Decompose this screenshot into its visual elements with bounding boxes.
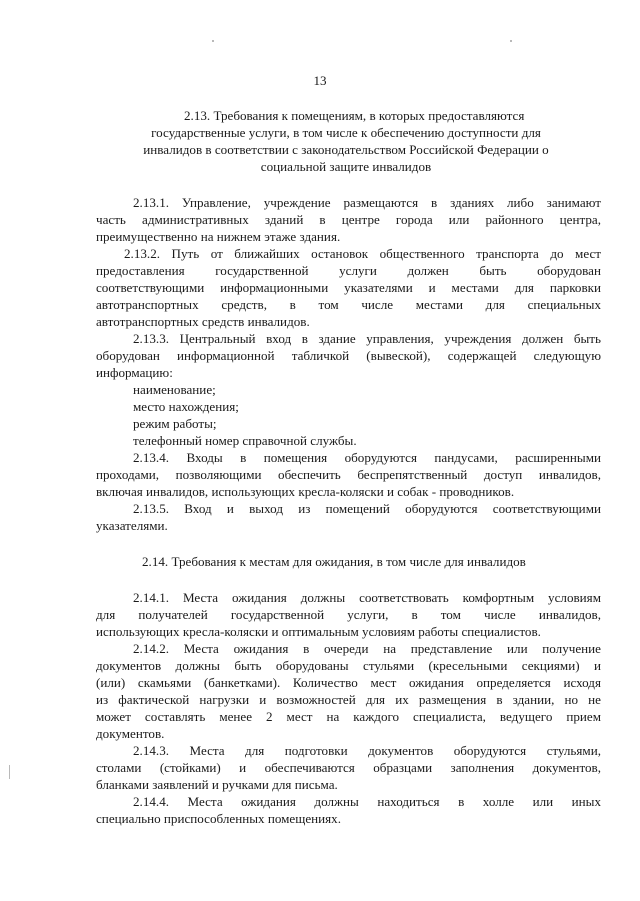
- list-item: наименование;: [133, 382, 216, 397]
- section-heading-2-13-line-1: 2.13. Требования к помещениям, в которых предоставляются: [184, 108, 525, 123]
- list-item: место нахождения;: [133, 399, 239, 414]
- paragraph-2-13-1-line-3: преимущественно на нижнем этаже здания.: [96, 229, 341, 244]
- paragraph-2-13-3-line-1: 2.13.3. Центральный вход в здание управления, учреждения должен быть: [133, 331, 601, 346]
- paragraph-2-14-1-line-3: использующих кресла-коляски и оптимальным условиям работы специалистов.: [96, 624, 541, 639]
- paragraph-2-13-2-line-5: автотранспортных средств инвалидов.: [96, 314, 310, 329]
- paragraph-2-14-2-line-5: может составлять менее 2 мест на каждого специалиста, ведущего прием: [96, 709, 601, 724]
- section-heading-2-13-line-4: социальной защите инвалидов: [260, 159, 432, 174]
- paragraph-2-14-4-line-2: специально приспособленных помещениях.: [96, 811, 341, 826]
- paragraph-2-14-2-line-6: документов.: [96, 726, 165, 741]
- paragraph-2-13-5-line-1: 2.13.5. Вход и выход из помещений оборудуются соответствующими: [133, 501, 601, 516]
- paragraph-2-14-3-line-3: бланками заявлений и ручками для письма.: [96, 777, 338, 792]
- paragraph-2-14-3-line-1: 2.14.3. Места для подготовки документов оборудуются стульями,: [133, 743, 601, 758]
- paragraph-2-13-3-line-3: информацию:: [96, 365, 173, 380]
- paragraph-2-13-1-line-1: 2.13.1. Управление, учреждение размещаются в зданиях либо занимают: [133, 195, 601, 210]
- paragraph-2-13-2-line-3: соответствующими информационными указателями и местами для парковки: [96, 280, 601, 295]
- section-heading-2-13-line-3: инвалидов в соответствии с законодательством Российской Федерации о: [143, 142, 549, 157]
- paragraph-2-13-4-line-2: проходами, позволяющими обеспечить беспрепятственный доступ инвалидов,: [96, 467, 601, 482]
- scan-artifact: [510, 40, 512, 42]
- paragraph-2-14-1-line-1: 2.14.1. Места ожидания должны соответствовать комфортным условиям: [133, 590, 601, 605]
- paragraph-2-14-4-line-1: 2.14.4. Места ожидания должны находиться в холле или иных: [133, 794, 601, 809]
- section-heading-2-13-line-2: государственные услуги, в том числе к обеспечению доступности для: [151, 125, 541, 140]
- paragraph-2-14-1-line-2: для получателей государственной услуги, в том числе инвалидов,: [96, 607, 601, 622]
- list-item: телефонный номер справочной службы.: [133, 433, 357, 448]
- list-item: режим работы;: [133, 416, 217, 431]
- paragraph-2-14-2-line-1: 2.14.2. Места ожидания в очереди на представление или получение: [133, 641, 601, 656]
- page-number: 13: [313, 73, 327, 88]
- paragraph-2-13-5-line-2: указателями.: [96, 518, 168, 533]
- paragraph-2-13-4-line-3: включая инвалидов, использующих кресла-коляски и собак - проводников.: [96, 484, 515, 499]
- paragraph-2-14-2-line-4: из фактической нагрузки и возможностей для их размещения в здании, но не: [96, 692, 601, 707]
- scan-artifact: [212, 40, 214, 42]
- paragraph-2-13-1-line-2: часть административных зданий в центре города или районного центра,: [96, 212, 601, 227]
- paragraph-2-13-2-line-1: 2.13.2. Путь от ближайших остановок общественного транспорта до мест: [124, 246, 601, 261]
- paragraph-2-13-2-line-2: предоставления государственной услуги должен быть оборудован: [96, 263, 601, 278]
- paragraph-2-13-4-line-1: 2.13.4. Входы в помещения оборудуются пандусами, расширенными: [133, 450, 601, 465]
- section-heading-2-14: 2.14. Требования к местам для ожидания, в том числе для инвалидов: [142, 554, 526, 569]
- paragraph-2-14-2-line-3: (или) скамьями (банкетками). Количество мест ожидания определяется исходя: [96, 675, 601, 690]
- paragraph-2-14-2-line-2: документов должны быть оборудованы стульями (кресельными секциями) и: [96, 658, 601, 673]
- paragraph-2-14-3-line-2: столами (стойками) и обеспечиваются образцами заполнения документов,: [96, 760, 601, 775]
- paragraph-2-13-3-line-2: оборудован информационной табличкой (вывеской), содержащей следующую: [96, 348, 601, 363]
- paragraph-2-13-2-line-4: автотранспортных средств, в том числе местами для специальных: [96, 297, 601, 312]
- scan-artifact: [9, 765, 10, 779]
